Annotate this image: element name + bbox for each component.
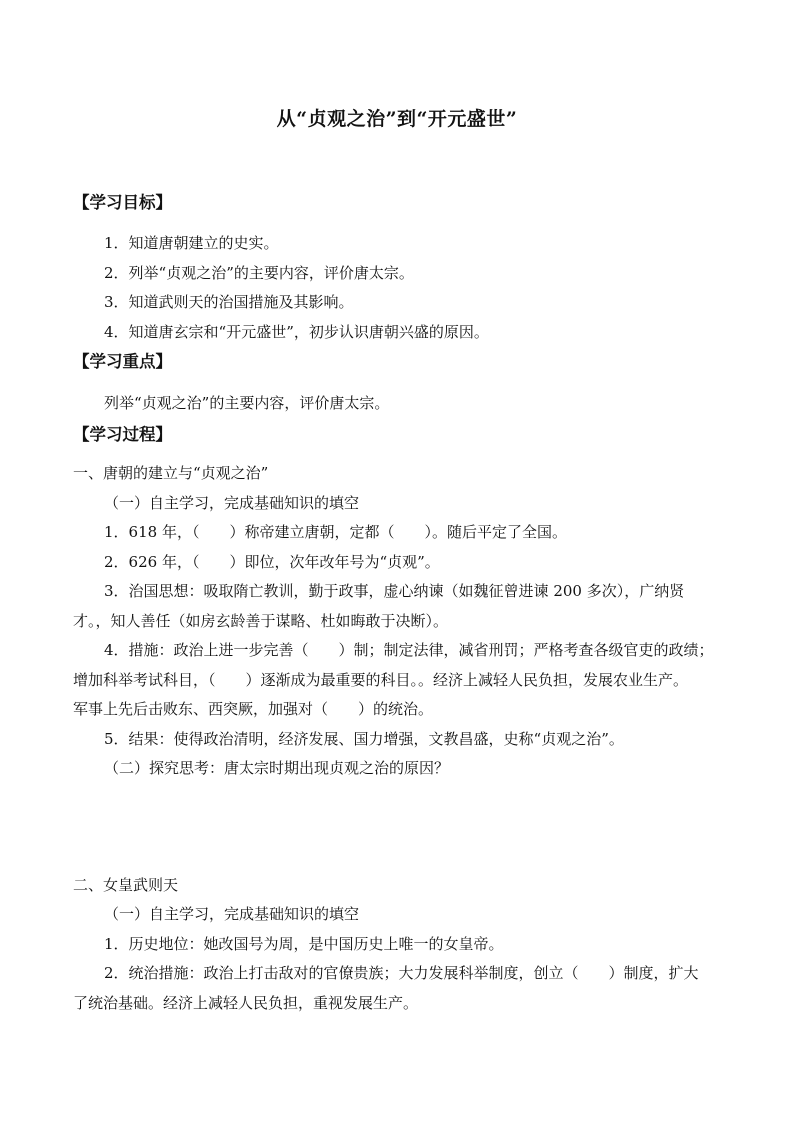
goals-heading: 【学习目标】 [73, 193, 172, 212]
document-title: 从“贞观之治”到“开元盛世” [276, 108, 518, 130]
focus-text: 列举“贞观之治”的主要内容，评价唐太宗。 [104, 394, 390, 412]
part1-line: 3．治国思想：吸取隋亡教训，勤于政事，虚心纳谏（如魏征曾进谏 200 多次），广纳贤 [104, 582, 685, 600]
part2-line: 1．历史地位：她改国号为周，是中国历史上唯一的女皇帝。 [104, 935, 504, 953]
part1-heading: 一、唐朝的建立与“贞观之治” [73, 464, 269, 482]
process-heading: 【学习过程】 [73, 425, 172, 444]
part1-subheading: （一）自主学习，完成基础知识的填空 [104, 494, 360, 512]
goal-item: 1．知道唐朝建立的史实。 [104, 234, 279, 252]
part2-heading: 二、女皇武则天 [73, 876, 179, 894]
part1-line: 4．措施：政治上进一步完善（ ）制；制定法律，减省刑罚；严格考查各级官吏的政绩； [104, 641, 714, 659]
goal-item: 2．列举“贞观之治”的主要内容，评价唐太宗。 [104, 264, 414, 282]
part1-line: 2．626 年，（ ）即位，次年改年号为“贞观”。 [104, 553, 440, 571]
part1-line: 5．结果：使得政治清明，经济发展、国力增强，文教昌盛，史称“贞观之治”。 [104, 730, 624, 748]
part1-line: 才。，知人善任（如房玄龄善于谋略、杜如晦敢于决断）。 [73, 612, 449, 630]
part2-line: 2．统治措施：政治上打击敌对的官僚贵族；大力发展科举制度，创立（ ）制度，扩大 [104, 964, 699, 982]
part2-line: 了统治基础。经济上减轻人民负担，重视发展生产。 [73, 994, 419, 1012]
part2-subheading: （一）自主学习，完成基础知识的填空 [104, 905, 360, 923]
goal-item: 3．知道武则天的治国措施及其影响。 [104, 293, 354, 311]
part1-line: 军事上先后击败东、西突厥，加强对（ ）的统治。 [73, 700, 434, 718]
part1-line: 增加科举考试科目，（ ）逐渐成为最重要的科目。。经济上减轻人民负担，发展农业生产。 [73, 671, 689, 689]
focus-heading: 【学习重点】 [73, 352, 172, 371]
part1-line: 1．618 年，（ ）称帝建立唐朝，定都（ ）。随后平定了全国。 [104, 523, 567, 541]
goal-item: 4．知道唐玄宗和“开元盛世”，初步认识唐朝兴盛的原因。 [104, 323, 489, 341]
part1-subheading: （二）探究思考：唐太宗时期出现贞观之治的原因？ [104, 759, 450, 777]
